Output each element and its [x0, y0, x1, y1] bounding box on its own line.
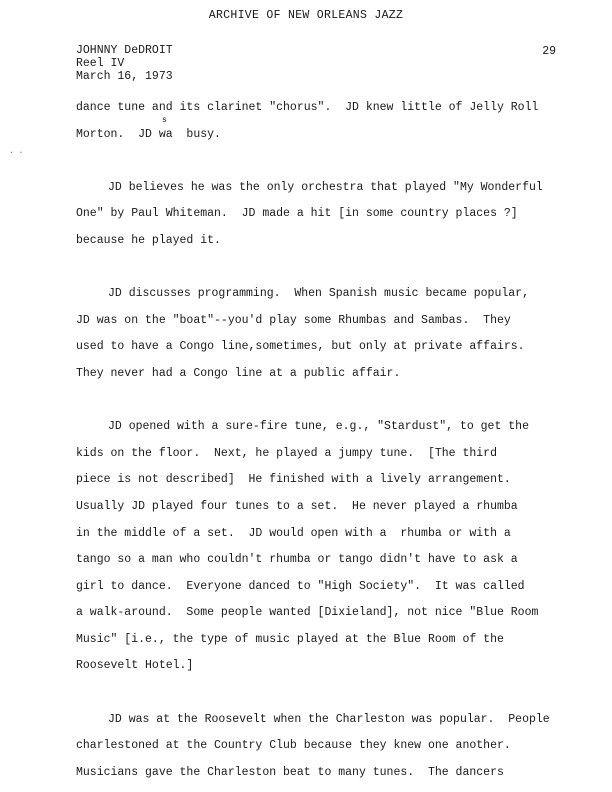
text-line: Music" [i.e., the type of music played at the Blue Room of the — [76, 632, 504, 646]
text-line: charlestoned at the Country Club because they knew one another. — [76, 739, 511, 753]
document-header — [76, 44, 173, 83]
blank-line — [76, 148, 586, 175]
interview-date: March 16, 1973 — [76, 70, 173, 83]
text-line: piece is not described] He finished with a lively arrangement. — [76, 473, 511, 487]
handwritten-correction: s — [162, 116, 167, 125]
interviewee-name: JOHNNY DeDROIT — [76, 44, 173, 57]
text-line: Usually JD played four tunes to a set. He never played a rhumba — [76, 499, 518, 513]
margin-mark: . . — [9, 147, 24, 156]
paragraph-start: JD opened with a sure-fire tune, e.g., "Stardust", to get the — [108, 420, 529, 434]
blank-line — [76, 255, 586, 282]
text-line: kids on the floor. Next, he played a jumpy tune. [The third — [76, 446, 497, 460]
text-line: They never had a Congo line at a public affair. — [76, 366, 401, 380]
text-line: One" by Paul Whiteman. JD made a hit [in some country places ?] — [76, 207, 518, 221]
text-line: JD was on the "boat"--you'd play some Rhumbas and Sambas. They — [76, 313, 511, 327]
text-line: because he played it. — [76, 233, 221, 247]
text-line: tango so a man who couldn't rhumba or tango didn't have to ask a — [76, 553, 518, 567]
text-line: used to have a Congo line,sometimes, but only at private affairs. — [76, 340, 525, 354]
archive-title: ARCHIVE OF NEW ORLEANS JAZZ — [208, 9, 404, 22]
text-line: girl to dance. Everyone danced to "High Society". It was called — [76, 579, 525, 593]
text-line: a walk-around. Some people wanted [Dixieland], not nice "Blue Room — [76, 606, 539, 620]
paragraph-start: JD discusses programming. When Spanish music became popular, — [108, 287, 529, 301]
paragraph-start: JD believes he was the only orchestra that played "My Wonderful — [108, 180, 543, 194]
blank-line — [76, 680, 586, 707]
paragraph-start: JD was at the Roosevelt when the Charleston was popular. People — [108, 712, 550, 726]
page-number: 29 — [542, 45, 556, 58]
text-line: dance tune and its clarinet "chorus". JD knew little of Jelly Roll — [76, 101, 539, 114]
text-line: Morton. JD wa busy. — [76, 127, 221, 141]
text-line: Musicians gave the Charleston beat to many tunes. The dancers — [76, 765, 504, 779]
reel-label: Reel IV — [76, 57, 125, 70]
text-line: Roosevelt Hotel.] — [76, 659, 194, 673]
transcript-body — [76, 95, 586, 786]
text-line: in the middle of a set. JD would open with a rhumba or with a — [76, 526, 511, 540]
blank-line — [76, 388, 586, 415]
